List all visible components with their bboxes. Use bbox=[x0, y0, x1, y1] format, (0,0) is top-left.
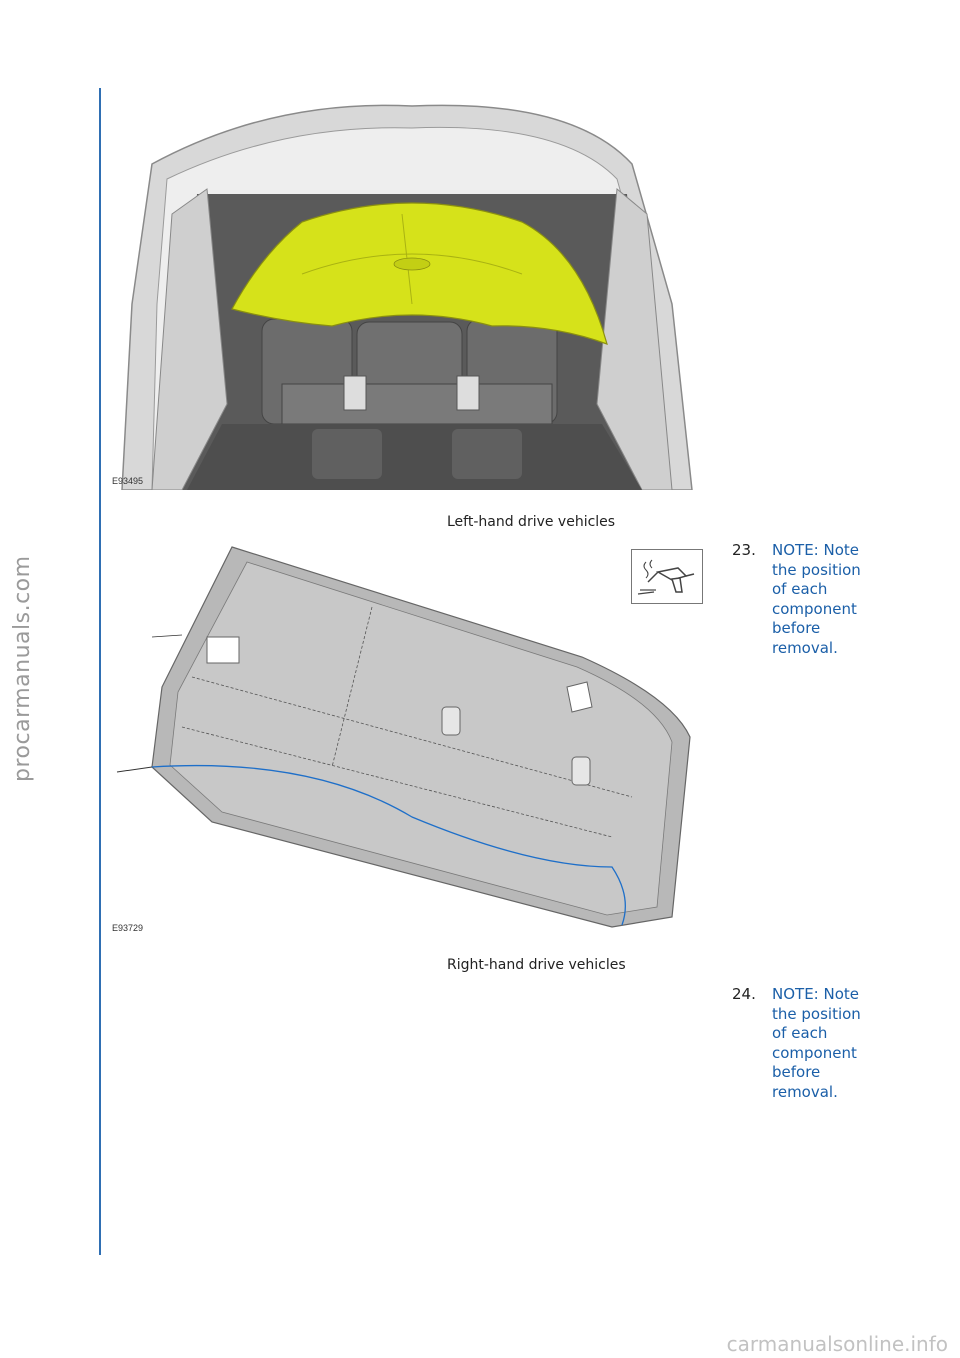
figure-code: E93729 bbox=[112, 923, 144, 933]
figure-caption: Right-hand drive vehicles bbox=[447, 957, 626, 973]
figure-left-hand-drive bbox=[112, 104, 704, 490]
headlining-illustration bbox=[112, 537, 704, 935]
bottom-watermark: carmanualsonline.info bbox=[726, 1332, 948, 1356]
step-number: 24. bbox=[732, 985, 756, 1003]
step-note: NOTE: Note the position of each component before removal. bbox=[772, 541, 861, 657]
figure-code: E93495 bbox=[112, 476, 144, 486]
figure-caption: Left-hand drive vehicles bbox=[447, 514, 616, 530]
vehicle-interior-illustration bbox=[112, 104, 704, 490]
step-number: 23. bbox=[732, 541, 756, 559]
side-watermark: procarmanuals.com bbox=[10, 555, 35, 782]
figure-right-hand-drive bbox=[112, 537, 704, 935]
left-margin-rule bbox=[99, 88, 101, 1255]
step-note: NOTE: Note the position of each component before removal. bbox=[772, 985, 861, 1101]
